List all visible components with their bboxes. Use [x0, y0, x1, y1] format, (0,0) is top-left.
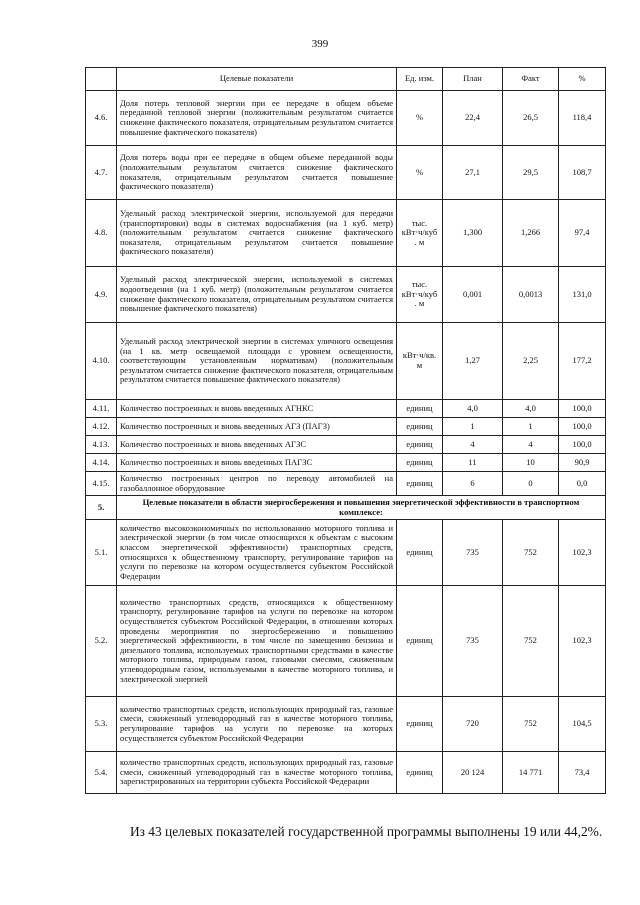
row-number: 4.10.	[86, 323, 117, 400]
unit-cell: единиц	[397, 436, 443, 454]
indicator-description: Количество построенных центров по переводу автомобилей на газобаллонное оборудование	[117, 472, 397, 496]
percent-cell: 118,4	[559, 91, 606, 146]
plan-cell: 1	[443, 418, 503, 436]
plan-cell: 4	[443, 436, 503, 454]
percent-cell: 100,0	[559, 400, 606, 418]
fact-cell: 10	[503, 454, 559, 472]
indicator-description: Количество построенных и вновь введенных АГЗ (ПАГЗ)	[117, 418, 397, 436]
row-number: 4.15.	[86, 472, 117, 496]
indicator-description: Доля потерь воды при ее передаче в общем объеме переданной воды (положительным результатом считается снижение фактического показателя, отрицательным результатом считается повышение фактического показателя)	[117, 146, 397, 200]
table-row	[86, 200, 606, 267]
percent-cell: 0,0	[559, 472, 606, 496]
fact-cell: 2,25	[503, 323, 559, 400]
table-row	[86, 91, 606, 146]
plan-cell: 720	[443, 697, 503, 752]
indicator-description: количество транспортных средств, использующих природный газ, газовые смеси, сжиженный углеводородный газ в качестве моторного топлива, регулирование тарифов на услуги по перевозке на которых осуществляется субъектом Российской Федерации	[117, 697, 397, 752]
fact-cell: 29,5	[503, 146, 559, 200]
unit-cell: единиц	[397, 454, 443, 472]
section-title: Целевые показатели в области энергосбережения и повышения энергетической эффективности в транспортном комплексе:	[117, 496, 606, 520]
table-row	[86, 472, 606, 496]
plan-cell: 11	[443, 454, 503, 472]
page-number: 399	[311, 38, 329, 50]
fact-cell: 752	[503, 697, 559, 752]
percent-cell: 131,0	[559, 267, 606, 323]
indicator-description: Количество построенных и вновь введенных АГЗС	[117, 436, 397, 454]
fact-cell: 752	[503, 586, 559, 697]
plan-cell: 1,27	[443, 323, 503, 400]
row-number: 4.6.	[86, 91, 117, 146]
indicator-description: количество высокоэкономичных по использованию моторного топлива и электрической энергии (в том числе относящихся к объектам с высоким классом энергетической эффективности) транспортных средств, относящихся к общественному транспорту, регулирование тарифов на услуги по перевозке на котором осуществляется субъектом Российской Федерации	[117, 520, 397, 586]
percent-cell: 73,4	[559, 752, 606, 794]
percent-cell: 97,4	[559, 200, 606, 267]
percent-cell: 100,0	[559, 418, 606, 436]
table-row	[86, 418, 606, 436]
row-number: 4.13.	[86, 436, 117, 454]
header-num	[86, 68, 117, 91]
plan-cell: 6	[443, 472, 503, 496]
unit-cell: единиц	[397, 752, 443, 794]
unit-cell: %	[397, 146, 443, 200]
header-percent: %	[559, 68, 606, 91]
table-header-row	[86, 68, 606, 91]
unit-cell: единиц	[397, 520, 443, 586]
header-plan: План	[443, 68, 503, 91]
row-number: 4.8.	[86, 200, 117, 267]
table-row	[86, 454, 606, 472]
percent-cell: 108,7	[559, 146, 606, 200]
indicator-description: количество транспортных средств, относящихся к общественному транспорту, регулирование тарифов на услуги по перевозке на котором осуществляется субъектом Российской Федерации, в отношении которых проведены мероприятия по энергосбережению и повышению энергетической эффективности, в том числе по замещению бензина и дизельного топлива, используемых транспортными средствами в качестве моторного топлива, природным газом, газовыми смесями, сжиженным углеводородным газом, используемыми в качестве моторного топлива, и электрической энергией	[117, 586, 397, 697]
header-unit: Ед. изм.	[397, 68, 443, 91]
fact-cell: 0,0013	[503, 267, 559, 323]
row-number: 4.7.	[86, 146, 117, 200]
unit-cell: единиц	[397, 400, 443, 418]
plan-cell: 735	[443, 586, 503, 697]
percent-cell: 102,3	[559, 520, 606, 586]
fact-cell: 4,0	[503, 400, 559, 418]
fact-cell: 26,5	[503, 91, 559, 146]
unit-cell: тыс. кВт·ч/куб . м	[397, 200, 443, 267]
indicator-description: Доля потерь тепловой энергии при ее передаче в общем объеме переданной тепловой энергии (положительным результатом считается снижение фактического показателя, отрицательным результатом считается повышение фактического показателя)	[117, 91, 397, 146]
unit-cell: единиц	[397, 418, 443, 436]
indicator-description: количество транспортных средств, использующих природный газ, газовые смеси, сжиженный углеводородный газ в качестве моторного топлива, зарегистрированных на территории субъекта Российской Федерации	[117, 752, 397, 794]
row-number: 5.3.	[86, 697, 117, 752]
fact-cell: 1,266	[503, 200, 559, 267]
section-number: 5.	[86, 496, 117, 520]
row-number: 4.12.	[86, 418, 117, 436]
header-fact: Факт	[503, 68, 559, 91]
fact-cell: 1	[503, 418, 559, 436]
table-row	[86, 436, 606, 454]
percent-cell: 90,9	[559, 454, 606, 472]
summary-text: Из 43 целевых показателей государственной программы выполнены 19 или 44,2%.	[130, 824, 603, 839]
plan-cell: 27,1	[443, 146, 503, 200]
percent-cell: 104,5	[559, 697, 606, 752]
table-row	[86, 267, 606, 323]
plan-cell: 20 124	[443, 752, 503, 794]
table-row	[86, 586, 606, 697]
row-number: 5.4.	[86, 752, 117, 794]
unit-cell: тыс. кВт·ч/куб . м	[397, 267, 443, 323]
indicator-description: Удельный расход электрической энергии, используемой для передачи (транспортировки) воды в системах водоснабжения (на 1 куб. метр) (положительным результатом считается снижение фактического показателя, отрицательным результатом считается повышение фактического показателя)	[117, 200, 397, 267]
table-row	[86, 323, 606, 400]
indicator-description: Удельный расход электрической энергии в системах уличного освещения (на 1 кв. метр освещаемой площади с уровнем освещенности, соответствующим установленным нормативам) (положительным результатом считается снижение фактического показателя, отрицательным результатом считается повышение фактического показателя)	[117, 323, 397, 400]
unit-cell: единиц	[397, 697, 443, 752]
indicators-table	[85, 67, 606, 794]
row-number: 4.9.	[86, 267, 117, 323]
table-row	[86, 752, 606, 794]
unit-cell: %	[397, 91, 443, 146]
row-number: 4.14.	[86, 454, 117, 472]
table-row	[86, 520, 606, 586]
plan-cell: 735	[443, 520, 503, 586]
section-row	[86, 496, 606, 520]
fact-cell: 752	[503, 520, 559, 586]
plan-cell: 1,300	[443, 200, 503, 267]
plan-cell: 4,0	[443, 400, 503, 418]
header-indicator: Целевые показатели	[117, 68, 397, 91]
percent-cell: 177,2	[559, 323, 606, 400]
fact-cell: 0	[503, 472, 559, 496]
unit-cell: единиц	[397, 472, 443, 496]
table-row	[86, 697, 606, 752]
fact-cell: 14 771	[503, 752, 559, 794]
unit-cell: единиц	[397, 586, 443, 697]
plan-cell: 0,001	[443, 267, 503, 323]
table-row	[86, 146, 606, 200]
row-number: 5.1.	[86, 520, 117, 586]
percent-cell: 102,3	[559, 586, 606, 697]
percent-cell: 100,0	[559, 436, 606, 454]
plan-cell: 22,4	[443, 91, 503, 146]
indicator-description: Количество построенных и вновь введенных АГНКС	[117, 400, 397, 418]
indicator-description: Количество построенных и вновь введенных ПАГЗС	[117, 454, 397, 472]
row-number: 5.2.	[86, 586, 117, 697]
row-number: 4.11.	[86, 400, 117, 418]
unit-cell: кВт·ч/кв. м	[397, 323, 443, 400]
fact-cell: 4	[503, 436, 559, 454]
indicator-description: Удельный расход электрической энергии, используемой в системах водоотведения (на 1 куб. метр) (положительным результатом считается снижение фактического показателя, отрицательным результатом считается повышение фактического показателя)	[117, 267, 397, 323]
table-row	[86, 400, 606, 418]
